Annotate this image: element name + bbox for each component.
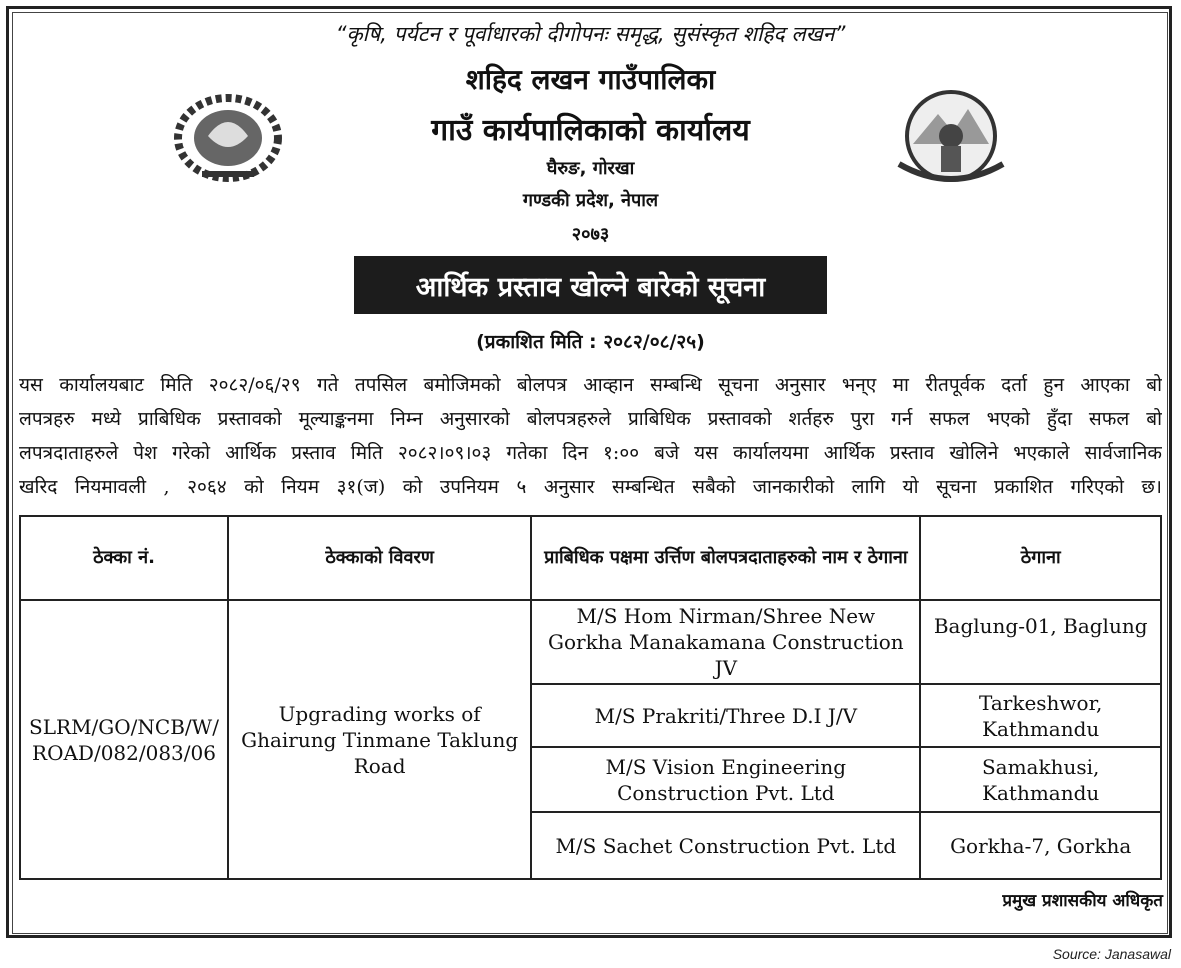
bidder-address: Samakhusi, Kathmandu: [920, 747, 1161, 812]
source-credit: Source: Janasawal: [1052, 946, 1171, 962]
address-line1: घैरुङ, गोरखा: [546, 158, 635, 179]
municipality-logo-icon: [893, 84, 1009, 184]
table-row: [20, 600, 1161, 684]
body-line: यस कार्यालयबाट मिति २०८२/०६/२९ गते तपसिल बमोजिमको बोलपत्र आव्हान सम्बन्धि सूचना अनुसार भन्ए मा रीतपूर्वक दर्ता हुन आएका बो: [19, 374, 1162, 396]
body-line: खरिद नियमावली , २०६४ को नियम ३१(ज) को उपनियम ५ अनुसार सम्बन्धित सबैको जानकारीको लागि यो सूचना प्रकाशित गरिएको छ।: [19, 476, 1162, 498]
notice-body: [19, 368, 1162, 504]
bidder-name: M/S Sachet Construction Pvt. Ltd: [531, 812, 920, 879]
contract-number: SLRM/GO/NCB/W/ ROAD/082/083/06: [20, 600, 228, 879]
bidder-address: Gorkha-7, Gorkha: [920, 812, 1161, 879]
bidder-name: M/S Hom Nirman/Shree New Gorkha Manakamana Construction JV: [531, 600, 920, 684]
header-contract-no: ठेक्का नं.: [20, 516, 228, 600]
slogan: “कृषि, पर्यटन र पूर्वाधारको दीगोपनः समृद्ध, सुसंस्कृत शहिद लखन”: [335, 22, 846, 46]
table-header-row: [20, 516, 1161, 600]
municipality-name: शहिद लखन गाउँपालिका: [465, 63, 716, 96]
header-bidder: प्राबिधिक पक्षमा उर्त्तिण बोलपत्रदाताहरुको नाम र ठेगाना: [531, 516, 920, 600]
notice-title: आर्थिक प्रस्ताव खोल्ने बारेको सूचना: [354, 256, 827, 314]
signatory: प्रमुख प्रशासकीय अधिकृत: [1002, 891, 1163, 911]
office-name: गाउँ कार्यपालिकाको कार्यालय: [431, 113, 750, 148]
bidder-name: M/S Prakriti/Three D.I J/V: [531, 684, 920, 747]
established-year: २०७३: [571, 224, 610, 245]
contract-description: Upgrading works of Ghairung Tinmane Taklung Road: [228, 600, 531, 879]
body-line: लपत्रहरु मध्ये प्राबिधिक प्रस्तावको मूल्याङ्कनमा निम्न अनुसारको बोलपत्रहरुले प्राबिधिक प्रस्तावको शर्तहरु पुरा गर्न सफल भएको हुँदा सफल बो: [19, 408, 1162, 430]
header-description: ठेक्काको विवरण: [228, 516, 531, 600]
address-line2: गण्डकी प्रदेश, नेपाल: [522, 190, 659, 211]
published-date: (प्रकाशित मिति : २०८२/०८/२५): [476, 331, 705, 353]
body-line: लपत्रदाताहरुले पेश गरेको आर्थिक प्रस्ताव मिति २०८२।०९।०३ गतेका दिन १:०० बजे यस कार्यालयमा आर्थिक प्रस्ताव खोलिने भएकाले सार्वजानिक: [19, 442, 1162, 464]
nepal-emblem-icon: [172, 88, 284, 184]
bidder-address: Tarkeshwor, Kathmandu: [920, 684, 1161, 747]
bidder-name: M/S Vision Engineering Construction Pvt. Ltd: [531, 747, 920, 812]
bidders-table: [19, 515, 1162, 880]
bidder-address: Baglung-01, Baglung: [920, 600, 1161, 684]
header-address: ठेगाना: [920, 516, 1161, 600]
